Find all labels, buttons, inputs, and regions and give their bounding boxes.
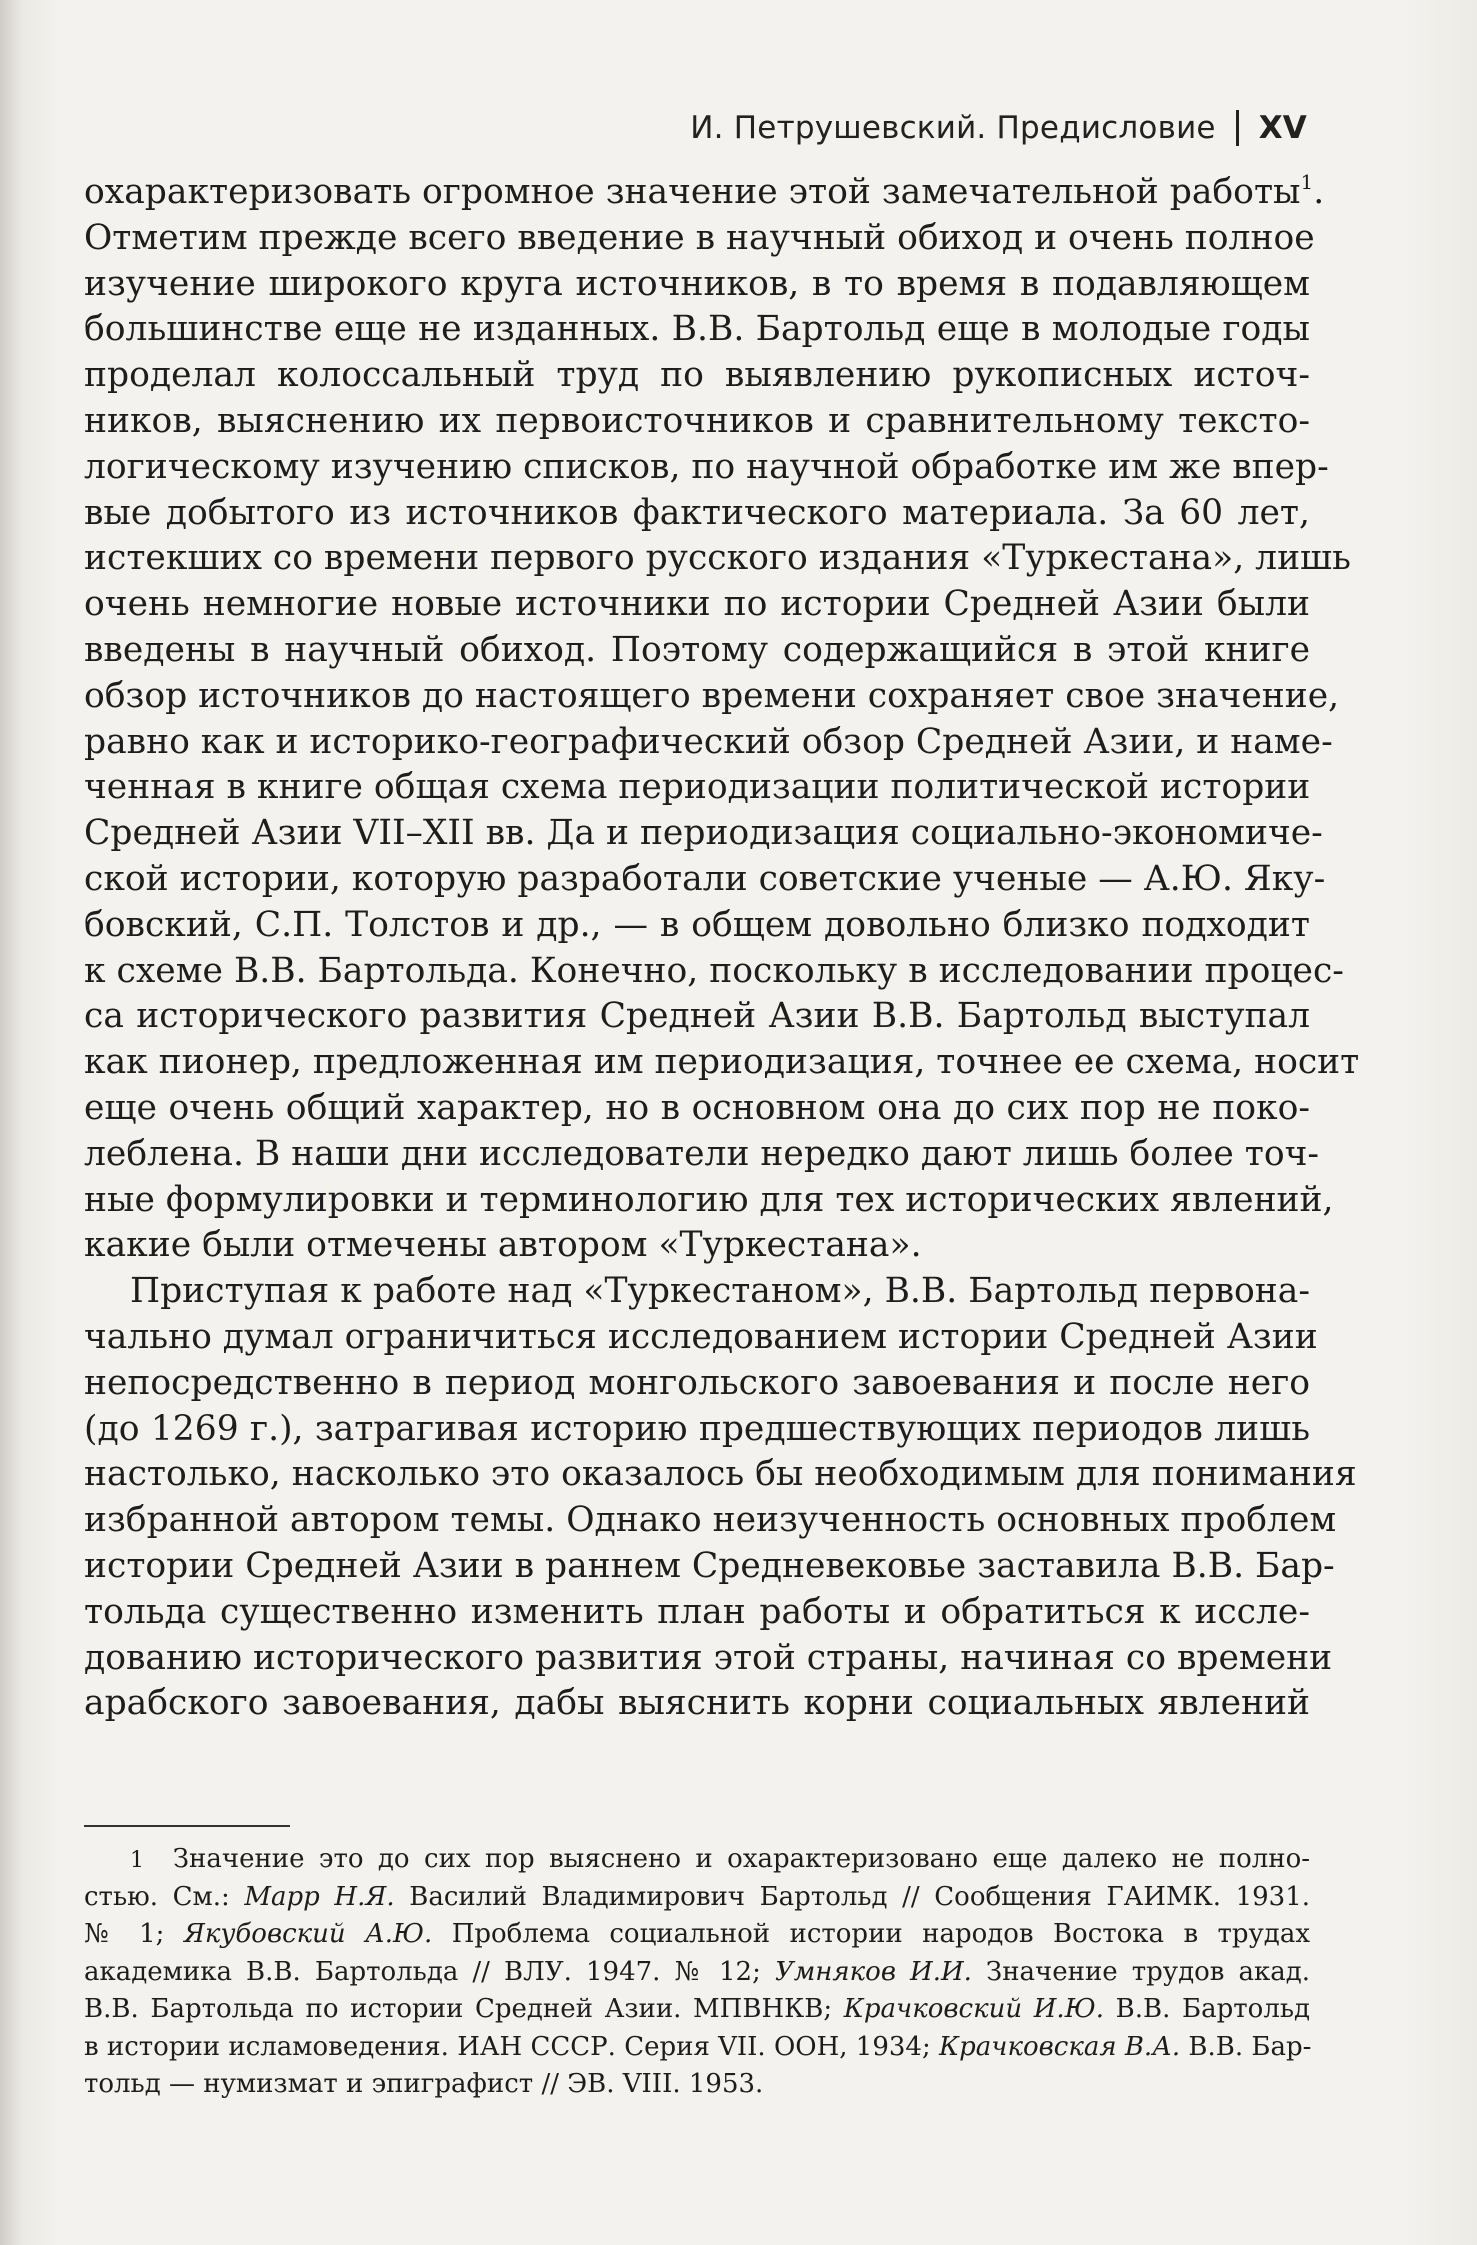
text-line: леблена. В наши дни исследователи нередко дают лишь более точ- — [84, 1133, 1320, 1174]
footnote-line: тольд — нумизмат и эпиграфист // ЭВ. VIII. 1953. — [84, 2069, 764, 2099]
text-line: логическому изучению списков, по научной обработке им же впер- — [84, 446, 1329, 487]
footnote-line: в истории исламоведения. ИАН СССР. Серия VII. ООН, 1934; Крачковская В.А. В.В. Бар- — [84, 2031, 1312, 2062]
footnote-line: стью. См.: Марр Н.Я. Василий Владимирович Бартольд // Сообщения ГАИМК. 1931. — [84, 1881, 1311, 1912]
footnote — [84, 1841, 1310, 2104]
cited-author: Якубовский А.Ю. — [183, 1919, 433, 1949]
text-line: избранной автором темы. Однако неизученность основных проблем — [84, 1500, 1337, 1541]
footnote-line: 1 Значение это до сих пор выяснено и охарактеризовано еще далеко не полно- — [130, 1844, 1311, 1874]
footnote-line: В.В. Бартольда по истории Средней Азии. МПВНКВ; Крачковский И.Ю. В.В. Бартольд — [84, 1994, 1310, 2024]
cited-author: Марр Н.Я. — [244, 1881, 395, 1912]
text-line: настолько, насколько это оказалось бы необходимым для понимания — [84, 1454, 1357, 1495]
footnote-line: № 1; Якубовский А.Ю. Проблема социальной истории народов Востока в трудах — [84, 1919, 1310, 1949]
text-line: очень немногие новые источники по истории Средней Азии были — [84, 584, 1310, 625]
footnote-divider — [84, 1825, 290, 1827]
text-line: ченная в книге общая схема периодизации политической истории — [84, 767, 1311, 808]
text-line: обзор источников до настоящего времени сохраняет свое значение, — [84, 675, 1340, 716]
footnote-marker: 1 — [130, 1848, 144, 1873]
text-line: (до 1269 г.), затрагивая историю предшествующих периодов лишь — [84, 1408, 1310, 1449]
text-line: бовский, С.П. Толстов и др., — в общем довольно близко подходит — [84, 904, 1310, 945]
text-line: еще очень общий характер, но в основном она до сих пор не поко- — [84, 1087, 1310, 1128]
text-line: Отметим прежде всего введение в научный обиход и очень полное — [84, 217, 1315, 258]
text-line: Средней Азии VII–XII вв. Да и периодизация социально-экономиче- — [84, 813, 1323, 854]
text-line: какие были отмечены автором «Туркестана». — [84, 1225, 922, 1266]
page-number: XV — [1258, 110, 1307, 146]
text-line: проделал колоссальный труд по выявлению рукописных источ- — [84, 355, 1310, 396]
text-line: равно как и историко-географический обзор Средней Азии, и наме- — [84, 721, 1333, 762]
text-line: ников, выяснению их первоисточников и сравнительному тексто- — [84, 400, 1310, 441]
cited-author: Крачковская В.А. — [939, 2031, 1181, 2062]
text-line: Приступая к работе над «Туркестаном», В.В. Бартольд первона- — [130, 1271, 1310, 1312]
text-line: арабского завоевания, дабы выяснить корни социальных явлений — [84, 1683, 1310, 1724]
text-line: как пионер, предложенная им периодизация, точнее ее схема, носит — [84, 1042, 1360, 1083]
running-head — [690, 110, 1307, 146]
footnote-line: академика В.В. Бартольда // ВЛУ. 1947. № 12; Умняков И.И. Значение трудов акад. — [84, 1956, 1310, 1987]
header-separator — [1236, 110, 1239, 146]
text-line: охарактеризовать огромное значение этой замечательной работы$^1$. — [84, 170, 1325, 212]
text-line: са исторического развития Средней Азии В.В. Бартольд выступал — [84, 996, 1310, 1037]
main-text — [84, 170, 1360, 1727]
text-line: изучение широкого круга источников, в то время в подавляющем — [84, 263, 1310, 304]
text-line: ской истории, которую разработали советские ученые — А.Ю. Яку- — [84, 858, 1326, 899]
footnote-reference[interactable]: 1 — [1300, 170, 1314, 194]
text-line: вые добытого из источников фактического материала. За 60 лет, — [84, 492, 1310, 533]
text-line: ные формулировки и терминологию для тех исторических явлений, — [84, 1179, 1334, 1220]
cited-author: Крачковский И.Ю. — [843, 1994, 1104, 2024]
text-line: истории Средней Азии в раннем Средневековье заставила В.В. Бар- — [84, 1545, 1335, 1586]
text-line: большинстве еще не изданных. В.В. Бартольд еще в молодые годы — [84, 309, 1310, 350]
text-line: тольда существенно изменить план работы и обратиться к иссле- — [84, 1591, 1310, 1632]
text-line: истекших со времени первого русского издания «Туркестана», лишь — [84, 538, 1351, 579]
text-line: введены в научный обиход. Поэтому содержащийся в этой книге — [84, 629, 1310, 670]
cited-author: Умняков И.И. — [774, 1956, 972, 1987]
running-title: И. Петрушевский. Предисловие — [690, 110, 1216, 146]
text-line: чально думал ограничиться исследованием истории Средней Азии — [84, 1316, 1318, 1357]
text-line: непосредственно в период монгольского завоевания и после него — [84, 1362, 1310, 1403]
text-line: к схеме В.В. Бартольда. Конечно, поскольку в исследовании процес- — [84, 950, 1344, 991]
text-line: дованию исторического развития этой страны, начиная со времени — [84, 1637, 1333, 1678]
